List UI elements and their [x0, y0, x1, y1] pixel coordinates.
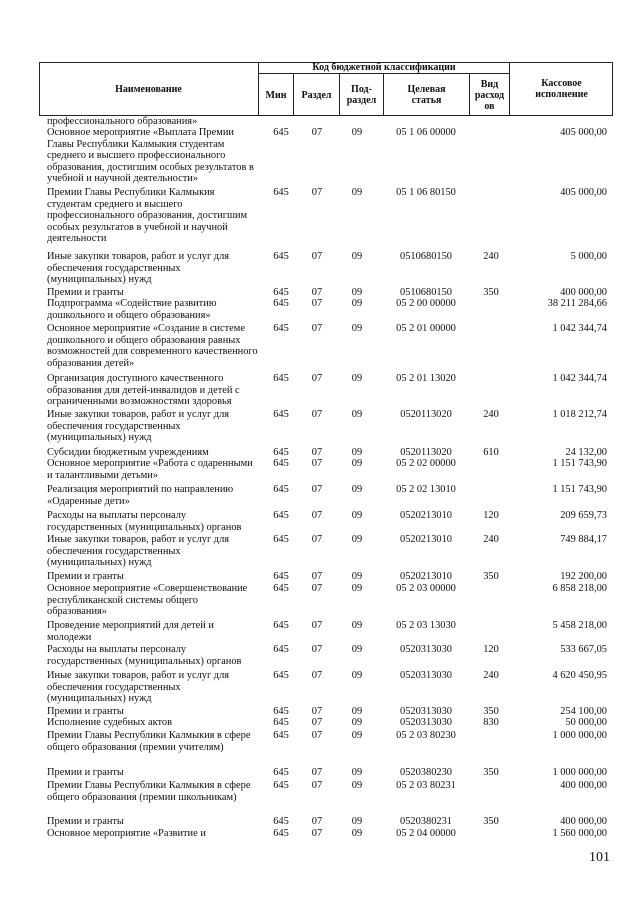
row-min: 645: [273, 706, 289, 717]
row-subsection: 09: [351, 780, 363, 791]
row-target: 05 2 04 00000: [396, 828, 456, 839]
row-min: 645: [273, 767, 289, 778]
row-target: 05 2 01 00000: [396, 323, 456, 334]
row-section: 07: [311, 670, 323, 681]
row-section: 07: [311, 373, 323, 384]
row-section: 07: [311, 780, 323, 791]
row-subsection: 09: [351, 447, 363, 458]
header-name: Наименование: [39, 62, 259, 116]
row-min: 645: [273, 287, 289, 298]
row-min: 645: [273, 373, 289, 384]
row-section: 07: [311, 717, 323, 728]
row-subsection: 09: [351, 730, 363, 741]
row-min: 645: [273, 447, 289, 458]
row-name: Премии и гранты: [47, 706, 124, 717]
row-section: 07: [311, 644, 323, 655]
row-vid: 350: [483, 706, 499, 717]
row-amount: 4 620 450,95: [552, 670, 607, 681]
row-subsection: 09: [351, 670, 363, 681]
row-min: 645: [273, 670, 289, 681]
header-min: Мин: [259, 74, 294, 116]
row-amount: 209 659,73: [560, 510, 607, 521]
header-code-group: Код бюджетной классификации: [259, 62, 509, 74]
row-name: Премии Главы Республики Калмыкия в сфере общего образования (премии учителям): [47, 730, 251, 753]
row-section: 07: [311, 458, 323, 469]
row-vid: 610: [483, 447, 499, 458]
row-subsection: 09: [351, 816, 363, 827]
row-subsection: 09: [351, 187, 363, 198]
row-amount: 5 000,00: [570, 251, 607, 262]
row-min: 645: [273, 816, 289, 827]
row-subsection: 09: [351, 323, 363, 334]
row-amount: 1 151 743,90: [552, 458, 607, 469]
row-amount: 38 211 284,66: [547, 298, 607, 309]
row-min: 645: [273, 484, 289, 495]
row-subsection: 09: [351, 620, 363, 631]
row-target: 05 1 06 00000: [396, 127, 456, 138]
row-section: 07: [311, 251, 323, 262]
row-amount: 1 042 344,74: [552, 323, 607, 334]
row-name: Подпрограмма «Содействие развитию дошкольного и общего образования»: [47, 298, 217, 321]
row-amount: 24 132,00: [565, 447, 607, 458]
row-amount: 1 151 743,90: [552, 484, 607, 495]
row-amount: 405 000,00: [560, 127, 607, 138]
row-name: Организация доступного качественного образования для детей-инвалидов и детей с ограниченными возможностями здоровья: [47, 373, 240, 408]
row-section: 07: [311, 828, 323, 839]
row-vid: 830: [483, 717, 499, 728]
row-section: 07: [311, 287, 323, 298]
row-subsection: 09: [351, 828, 363, 839]
row-section: 07: [311, 510, 323, 521]
row-subsection: 09: [351, 373, 363, 384]
row-section: 07: [311, 730, 323, 741]
row-amount: 400 000,00: [560, 287, 607, 298]
row-target: 05 2 01 13020: [396, 373, 456, 384]
row-name: Иные закупки товаров, работ и услуг для обеспечения государственных (муниципальных) нужд: [47, 251, 230, 286]
row-min: 645: [273, 458, 289, 469]
row-target: 0520313030: [400, 644, 452, 655]
row-vid: 350: [483, 816, 499, 827]
table-header: [39, 62, 613, 116]
row-name: Исполнение судебных актов: [47, 717, 172, 728]
row-section: 07: [311, 484, 323, 495]
row-target: 05 2 03 80230: [396, 730, 456, 741]
row-target: 05 2 03 80231: [396, 780, 456, 791]
row-target: 0520380231: [400, 816, 452, 827]
row-target: 05 2 03 00000: [396, 583, 456, 594]
row-subsection: 09: [351, 510, 363, 521]
header-target: Целевая статья: [384, 74, 470, 116]
row-subsection: 09: [351, 251, 363, 262]
row-name: Расходы на выплаты персоналу государственных (муниципальных) органов: [47, 510, 242, 533]
row-name: Иные закупки товаров, работ и услуг для обеспечения государственных (муниципальных) нужд: [47, 409, 230, 444]
row-vid: 240: [483, 670, 499, 681]
row-amount: 1 560 000,00: [552, 828, 607, 839]
header-subsection: Под- раздел: [340, 74, 384, 116]
row-name: Проведение мероприятий для детей и молодежи: [47, 620, 214, 643]
row-subsection: 09: [351, 706, 363, 717]
row-amount: 1 000 000,00: [552, 767, 607, 778]
row-vid: 120: [483, 644, 499, 655]
row-vid: 240: [483, 409, 499, 420]
row-target: 05 2 02 00000: [396, 458, 456, 469]
row-target: 0520113020: [400, 447, 452, 458]
row-section: 07: [311, 409, 323, 420]
row-subsection: 09: [351, 583, 363, 594]
row-min: 645: [273, 583, 289, 594]
row-min: 645: [273, 717, 289, 728]
header-amount: Кассовое исполнение: [509, 62, 613, 116]
row-vid: 240: [483, 534, 499, 545]
header-section: Раздел: [294, 74, 340, 116]
row-target: 0520213010: [400, 534, 452, 545]
row-section: 07: [311, 571, 323, 582]
row-target: 0520313030: [400, 706, 452, 717]
row-min: 645: [273, 127, 289, 138]
row-name: Основное мероприятие «Создание в системе дошкольного и общего образования равных возможностей для современного качественного образования детей»: [47, 323, 258, 369]
row-subsection: 09: [351, 127, 363, 138]
row-min: 645: [273, 298, 289, 309]
row-section: 07: [311, 706, 323, 717]
row-name: Субсидии бюджетным учреждениям: [47, 447, 209, 458]
row-name: Премии и гранты: [47, 287, 124, 298]
row-target: 0520113020: [400, 409, 452, 420]
row-min: 645: [273, 828, 289, 839]
row-amount: 1 000 000,00: [552, 730, 607, 741]
row-min: 645: [273, 780, 289, 791]
row-vid: 350: [483, 767, 499, 778]
row-name: Премии Главы Республики Калмыкия студентам среднего и высшего профессионального образования, достигшим особых результатов в учебной и научной деятельности: [47, 187, 248, 245]
row-name: Премии и гранты: [47, 571, 124, 582]
row-amount: 749 884,17: [560, 534, 607, 545]
row-name: Иные закупки товаров, работ и услуг для обеспечения государственных (муниципальных) нужд: [47, 534, 230, 569]
row-section: 07: [311, 127, 323, 138]
row-amount: 533 667,05: [560, 644, 607, 655]
row-min: 645: [273, 409, 289, 420]
row-name: Основное мероприятие «Работа с одаренными и талантливыми детьми»: [47, 458, 253, 481]
row-subsection: 09: [351, 409, 363, 420]
row-section: 07: [311, 583, 323, 594]
row-amount: 254 100,00: [560, 706, 607, 717]
row-amount: 5 458 218,00: [552, 620, 607, 631]
row-min: 645: [273, 187, 289, 198]
row-amount: 400 000,00: [560, 816, 607, 827]
row-section: 07: [311, 816, 323, 827]
row-subsection: 09: [351, 644, 363, 655]
page-number: 101: [589, 850, 610, 865]
row-name: Основное мероприятие «Выплата Премии Главы Республики Калмыкия студентам среднего и высшего профессионального образования, достигшим особых результатов в учебной и научной деятельности»: [47, 127, 254, 185]
row-subsection: 09: [351, 287, 363, 298]
row-subsection: 09: [351, 534, 363, 545]
row-amount: 192 200,00: [560, 571, 607, 582]
row-subsection: 09: [351, 298, 363, 309]
row-subsection: 09: [351, 571, 363, 582]
row-target: 0520380230: [400, 767, 452, 778]
row-min: 645: [273, 620, 289, 631]
row-min: 645: [273, 730, 289, 741]
row-vid: 350: [483, 287, 499, 298]
row-target: 0520313030: [400, 670, 452, 681]
row-target: 0510680150: [400, 287, 452, 298]
row-subsection: 09: [351, 717, 363, 728]
row-target: 05 2 02 13010: [396, 484, 456, 495]
row-min: 645: [273, 644, 289, 655]
row-section: 07: [311, 620, 323, 631]
row-min: 645: [273, 571, 289, 582]
row-amount: 405 000,00: [560, 187, 607, 198]
row-name: Основное мероприятие «Развитие и: [47, 828, 206, 839]
row-section: 07: [311, 447, 323, 458]
row-name: Иные закупки товаров, работ и услуг для обеспечения государственных (муниципальных) нужд: [47, 670, 230, 705]
row-name: Реализация мероприятий по направлению «Одаренные дети»: [47, 484, 234, 507]
row-vid: 240: [483, 251, 499, 262]
row-min: 645: [273, 251, 289, 262]
row-section: 07: [311, 187, 323, 198]
row-vid: 350: [483, 571, 499, 582]
row-name: Расходы на выплаты персоналу государственных (муниципальных) органов: [47, 644, 242, 667]
header-vid: Вид расход ов: [474, 78, 505, 112]
row-amount: 1 018 212,74: [552, 409, 607, 420]
row-target: 0520213010: [400, 510, 452, 521]
row-target: 05 2 03 13030: [396, 620, 456, 631]
row-min: 645: [273, 323, 289, 334]
row-target: 05 1 06 80150: [396, 187, 456, 198]
row-name: Премии и гранты: [47, 767, 124, 778]
row-section: 07: [311, 298, 323, 309]
row-target: 0510680150: [400, 251, 452, 262]
row-amount: 400 000,00: [560, 780, 607, 791]
row-min: 645: [273, 534, 289, 545]
row-section: 07: [311, 323, 323, 334]
row-target: 05 2 00 00000: [396, 298, 456, 309]
row-amount: 50 000,00: [565, 717, 607, 728]
row-target: 0520313030: [400, 717, 452, 728]
row-min: 645: [273, 510, 289, 521]
row-name: Премии Главы Республики Калмыкия в сфере общего образования (премии школьникам): [47, 780, 251, 803]
row-amount: 6 858 218,00: [552, 583, 607, 594]
row-name: Основное мероприятие «Совершенствование республиканской системы общего образования»: [47, 583, 248, 618]
row-vid: 120: [483, 510, 499, 521]
row-target: 0520213010: [400, 571, 452, 582]
row-subsection: 09: [351, 458, 363, 469]
row-subsection: 09: [351, 484, 363, 495]
row-section: 07: [311, 534, 323, 545]
row-section: 07: [311, 767, 323, 778]
row-subsection: 09: [351, 767, 363, 778]
row-name: профессионального образования»: [47, 116, 198, 127]
row-amount: 1 042 344,74: [552, 373, 607, 384]
row-name: Премии и гранты: [47, 816, 124, 827]
